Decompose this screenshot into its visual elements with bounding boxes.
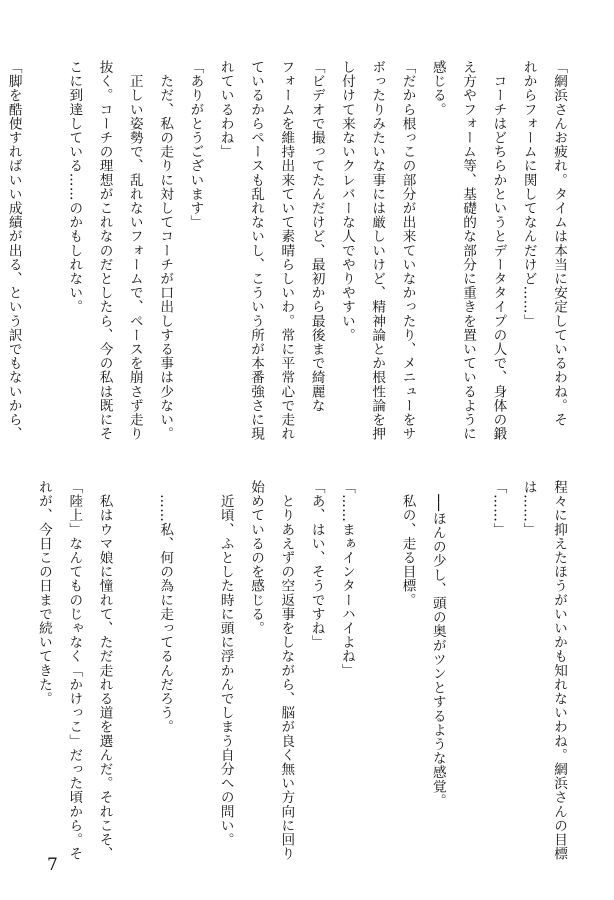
text-line: ……私、何の為に走ってるんだろう。	[157, 480, 174, 734]
text-line: フォームを維持出来ていて素晴らしいわ。常に平常心で走れ	[278, 60, 295, 441]
text-line: 程々に抑えたほうがいいかも知れないわね。網浜さんの目標	[551, 480, 567, 861]
text-line: ボったりみたいな事には厳しいけど、精神論とか根性論を押	[369, 60, 386, 441]
text-line	[180, 480, 210, 850]
top-text-block	[0, 60, 574, 440]
text-line: こに到達している……のかもしれない。	[66, 60, 83, 314]
text-line: 「あ、はい、そうですね」	[308, 480, 325, 650]
text-line: 「ビデオで撮ってたんだけど、最初から最後まで綺麗な	[308, 60, 325, 413]
text-line: とりあえずの空返事をしながら、脳が良く無い方向に回り	[278, 480, 295, 861]
text-line	[453, 480, 483, 850]
text-line: ているからペースも乱れないし、こういう所が本番強さに現	[248, 60, 265, 441]
text-line	[120, 480, 150, 850]
page-number: 7	[47, 855, 58, 875]
text-line: し付けて来ないクレバーな人でやりやすい。	[338, 60, 355, 342]
text-line: 「……まぁインターハイよね」	[338, 480, 355, 678]
text-line	[362, 480, 392, 850]
text-line: 始めているのを感じる。	[248, 480, 265, 636]
text-line: 「ありがとうございます」	[187, 60, 204, 230]
text-line: 「陸上」なんてものじゃなく「かけっこ」だった頃から。そ	[66, 480, 83, 861]
text-line	[29, 60, 59, 440]
text-line: 感じる。	[429, 60, 446, 117]
text-line: コーチはどちらかというとデータタイプの人で、身体の鍛	[490, 60, 507, 441]
text-line: 私の、走る目標。	[399, 480, 416, 607]
text-line: れが、今日この日まで続いてきた。	[35, 480, 52, 706]
text-line: れているわね」	[217, 60, 234, 159]
text-line: ただ、私の走りに対してコーチが口出しする事は少ない。	[157, 60, 174, 441]
bottom-text-block	[0, 480, 574, 861]
text-line: 正しい姿勢で、乱れないフォームで、ペースを崩さず走り	[126, 60, 143, 441]
text-line: 「網浜さんお疲れ。タイムは本当に安定しているわね。そ	[551, 60, 567, 427]
text-line: れからフォームに関してなんだけど……」	[520, 60, 537, 328]
text-line: 「……」	[490, 480, 507, 537]
text-line: え方やフォーム等、基礎的な部分に重きを置いているように	[460, 60, 477, 441]
text-line	[0, 480, 29, 850]
text-line: 「だから根っこの部分が出来ていなかったり、メニューをサ	[399, 60, 416, 441]
text-line: 「脚を酷使すればいい成績が出る、という訳でもないから、	[5, 60, 22, 441]
text-line: 抜く。コーチの理想がこれなのだとしたら、今の私は既にそ	[96, 60, 113, 441]
text-line: 近頃、ふとした時に頭に浮かんでしまう自分への問い。	[217, 480, 234, 847]
text-line: ──ほんの少し、頭の奥がツンとするような感覚。	[429, 480, 446, 808]
text-line: は……」	[520, 480, 537, 537]
text-line: 私はウマ娘に憧れて、ただ走れる道を選んだ。それこそ、	[96, 480, 113, 861]
